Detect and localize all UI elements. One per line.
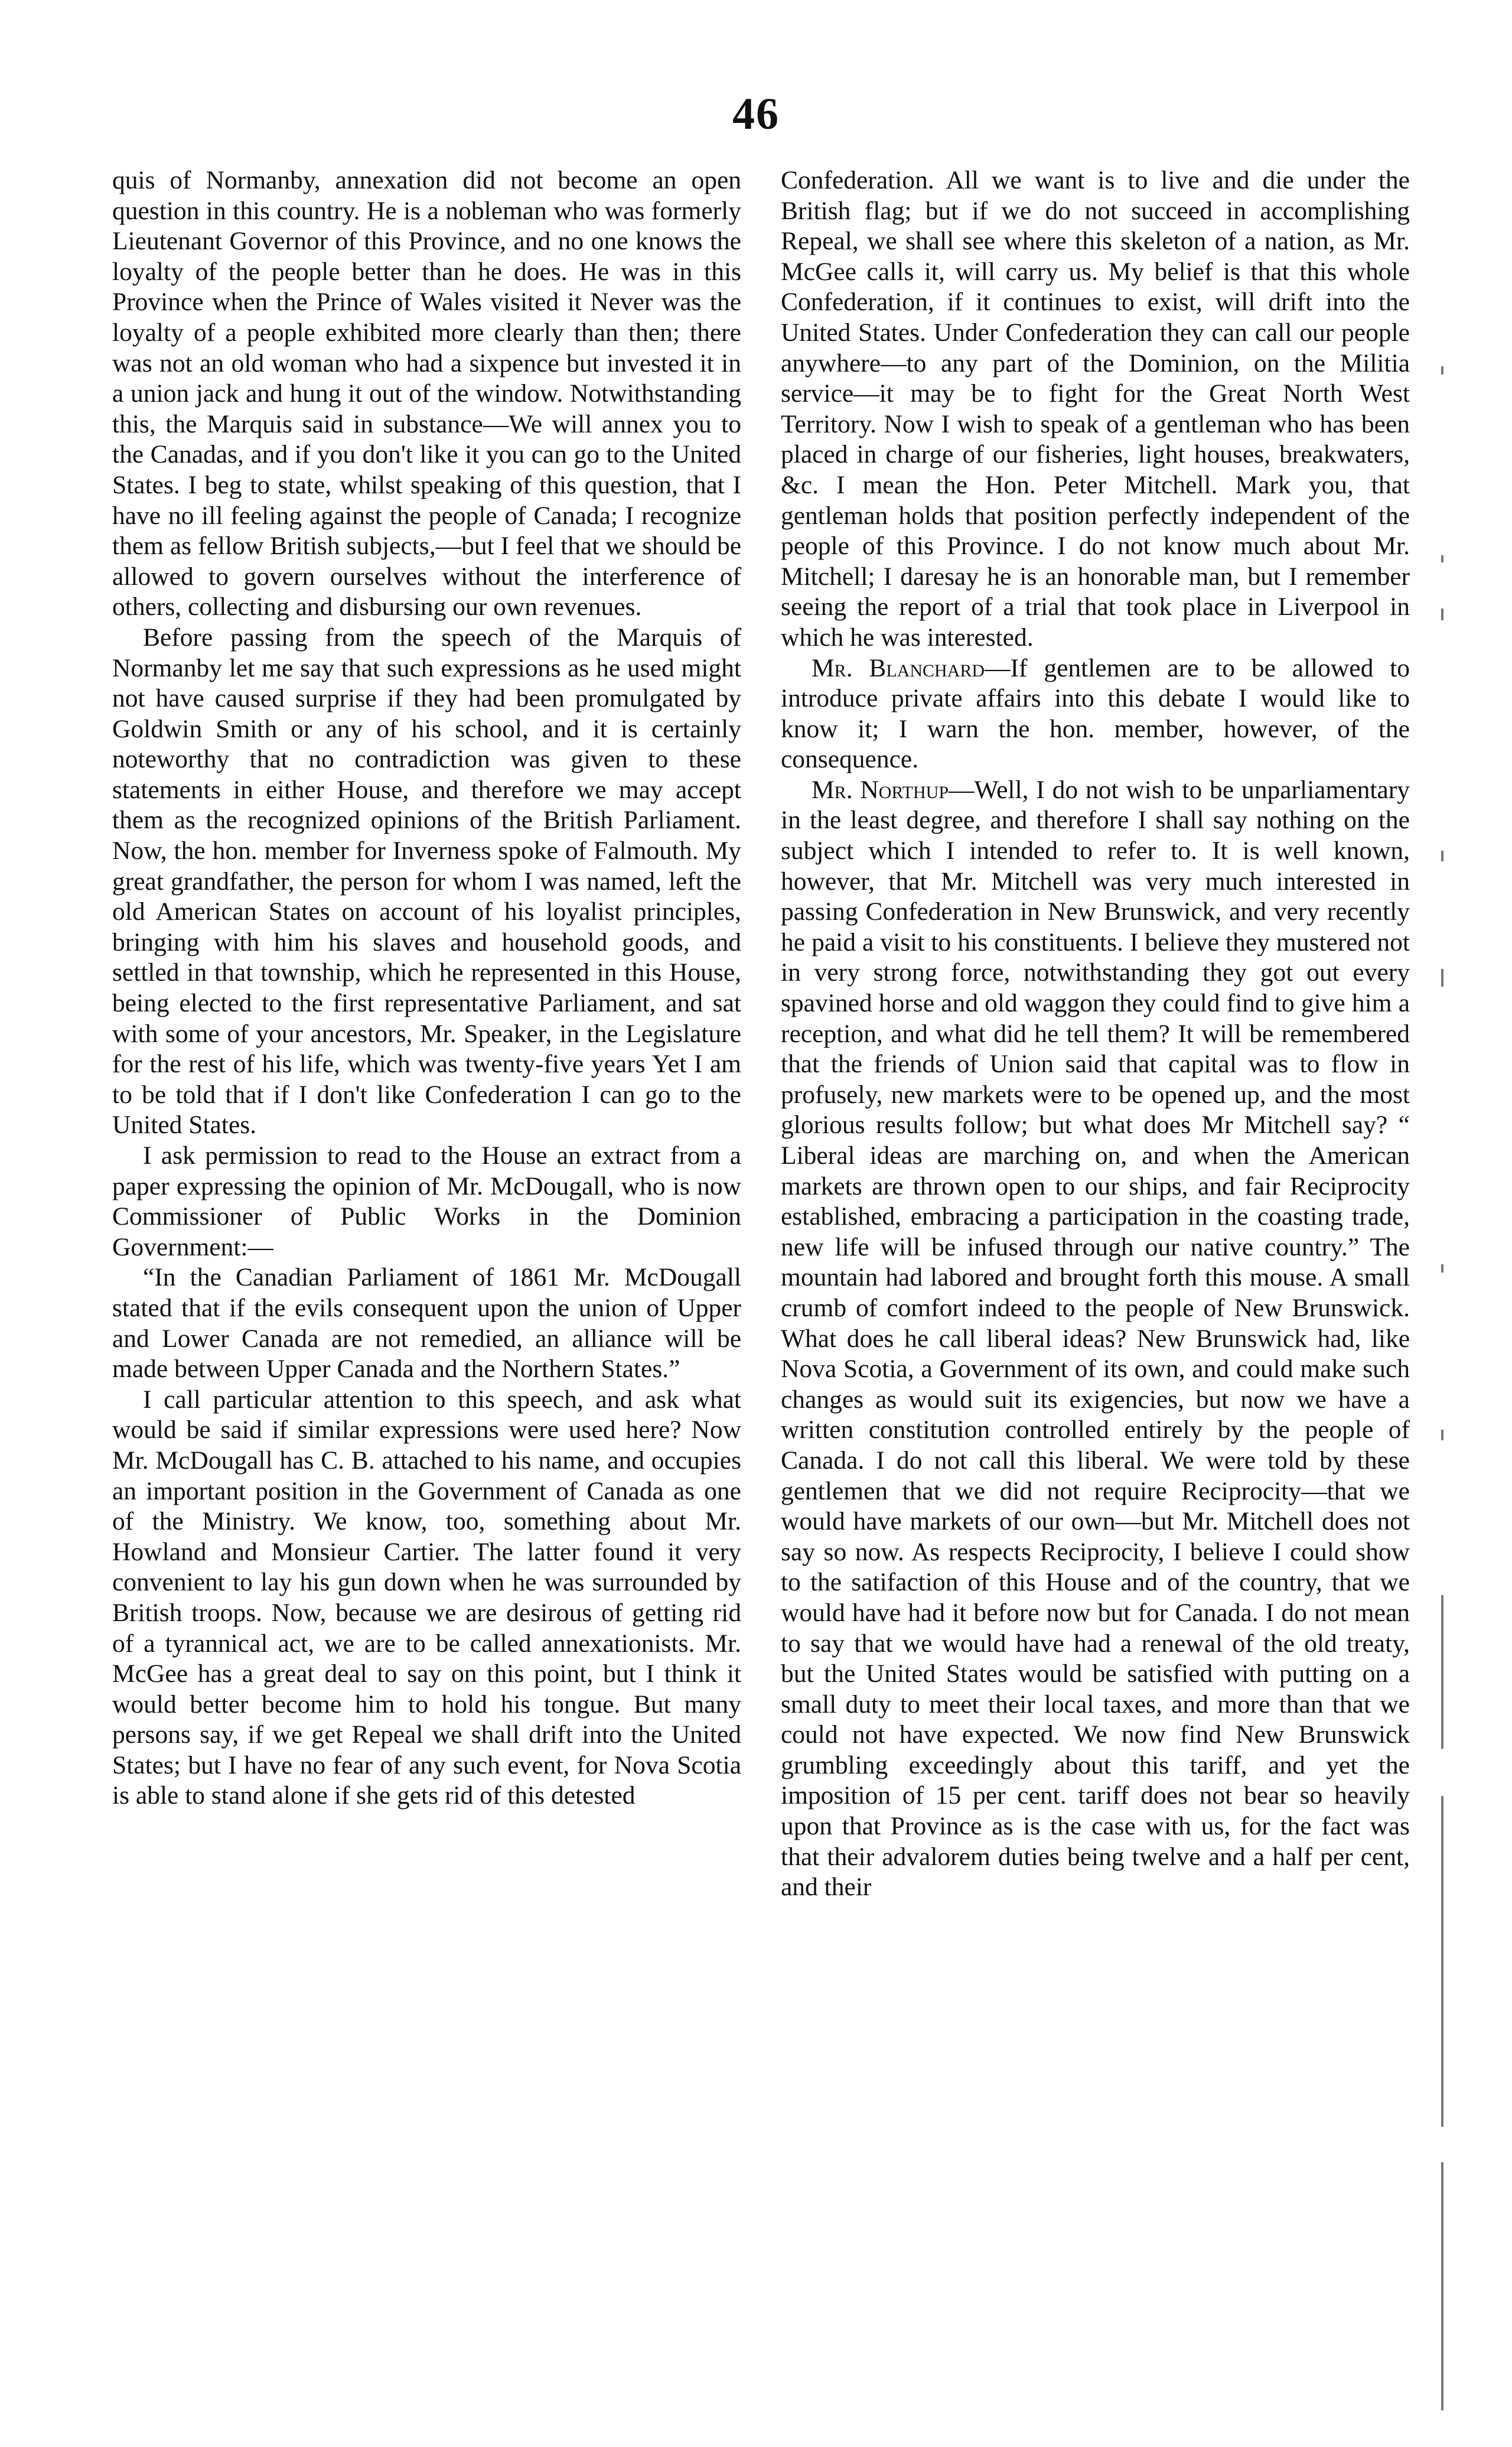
margin-mark — [1441, 2162, 1443, 2410]
speech-paragraph — [781, 653, 1410, 775]
margin-mark — [1441, 1430, 1443, 1440]
margin-mark — [1441, 366, 1443, 375]
margin-mark — [1441, 1595, 1443, 1749]
speaker-name: Mr. Blanchard — [812, 653, 985, 682]
paragraph: I ask permission to read to the House an extract from a paper expressing the opinion of Mr. McDougall, who is now Commissioner of Public Works in the Dominion Government:— — [112, 1141, 741, 1261]
quoted-extract: “In the Canadian Parliament of 1861 Mr. McDougall stated that if the evils consequent upon the union of Upper and Lower Canada are not remedied, an alliance will be made between Upper Canada and the Northern States.” — [112, 1263, 741, 1384]
scan-margin-marks — [1441, 354, 1477, 2422]
left-column — [112, 165, 741, 1811]
paragraph: I call particular attention to this speech, and ask what would be said if similar expressions were used here? Now Mr. McDougall has C. B. attached to his name, and occupies an important position in the Government of Canada as one of the Ministry. We know, too, something about Mr. Howland and Monsieur Cartier. The latter found it very convenient to lay his gun down when he was surrounded by British troops. Now, because we are desirous of getting rid of a tyrannical act, we are to be called annexationists. Mr. McGee has a great deal to say on this point, but I think it would better become him to hold his tongue. But many persons say, if we get Repeal we shall drift into the United States; but I have no fear of any such event, for Nova Scotia is able to stand alone if she gets rid of this detested — [112, 1385, 741, 1810]
paragraph: quis of Normanby, annexation did not become an open question in this country. He is a nobleman who was formerly Lieutenant Governor of this Province, and no one knows the loyalty of the people better than he does. He was in this Province when the Prince of Wales visited it Never was the loyalty of a people exhibited more clearly than then; there was not an old woman who had a sixpence but invested it in a union jack and hung it out of the window. Notwithstanding this, the Marquis said in substance—We will annex you to the Canadas, and if you don't like it you can go to the United States. I beg to state, whilst speaking of this question, that I have no ill feeling against the people of Canada; I recognize them as fellow British subjects,—but I feel that we should be allowed to govern ourselves without the interference of others, collecting and disbursing our own revenues. — [112, 166, 741, 621]
speech-text: —If gentlemen are to be allowed to introduce private affairs into this debate I would like to know it; I warn the hon. member, however, of the consequence. — [781, 653, 1410, 774]
margin-mark — [1441, 1796, 1443, 2127]
page-number: 46 — [732, 89, 780, 139]
margin-mark — [1441, 969, 1443, 987]
paragraph: Confederation. All we want is to live and die under the British flag; but if we do not succeed in accomplishing Repeal, we shall see where this skeleton of a nation, as Mr. McGee calls it, will carry us. My belief is that this whole Confederation, if it continues to exist, will drift into the United States. Under Confederation they can call our people anywhere—to any part of the Dominion, on the Militia service—it may be to fight for the Great North West Territory. Now I wish to speak of a gentleman who has been placed in charge of our fisheries, light houses, breakwaters, &c. I mean the Hon. Peter Mitchell. Mark you, that gentleman holds that position perfectly independent of the people of this Province. I do not know much about Mr. Mitchell; I daresay he is an honorable man, but I remember seeing the report of a trial that took place in Liverpool in which he was interested. — [781, 166, 1410, 652]
speech-paragraph — [781, 775, 1410, 1903]
margin-mark — [1441, 555, 1443, 562]
margin-mark — [1441, 851, 1443, 861]
margin-mark — [1441, 609, 1443, 620]
speaker-name: Mr. Northup — [812, 775, 949, 804]
speech-text: —Well, I do not wish to be unparliamentary in the least degree, and therefore I shall say nothing on the subject which I intended to refer to. It is well known, however, that Mr. Mitchell was very much interested in passing Confederation in New Brunswick, and very recently he paid a visit to his constituents. I believe they mustered not in very strong force, notwithstanding they got out every spavined horse and old waggon they could find to give him a reception, and what did he tell them? It will be remembered that the friends of Union said that capital was to flow in profusely, new markets were to be opened up, and the most glorious results follow; but what does Mr Mitchell say? “ Liberal ideas are marching on, and when the American markets are thrown open to our ships, and fair Reciprocity established, embracing a participation in the coasting trade, new life will be infused through our native country.” The mountain had labored and brought forth this mouse. A small crumb of comfort indeed to the people of New Brunswick. What does he call liberal ideas? New Brunswick had, like Nova Scotia, a Government of its own, and could make such changes as would suit its exigencies, but now we have a written constitution controlled entirely by the people of Canada. I do not call this liberal. We were told by these gentlemen that we did not require Reciprocity—that we would have markets of our own—but Mr. Mitchell does not say so now. As respects Reciprocity, I believe I could show to the satifaction of this House and of the country, that we would have had it before now but for Canada. I do not mean to say that we would have had a renewal of the old treaty, but the United States would be satisfied with putting on a small duty to meet their local taxes, and more than that we could not have expected. We now find New Brunswick grumbling exceedingly about this tariff, and yet the imposition of 15 per cent. tariff does not bear so heavily upon that Province as is the case with us, for the fact was that their advalorem duties being twelve and a half per cent, and their — [781, 775, 1410, 1902]
paragraph: Before passing from the speech of the Marquis of Normanby let me say that such expressions as he used might not have caused surprise if they had been promulgated by Goldwin Smith or any of his school, and it is certainly noteworthy that no contradiction was given to these statements in either House, and therefore we may accept them as the recognized opinions of the British Parliament. Now, the hon. member for Inverness spoke of Falmouth. My great grandfather, the person for whom I was named, left the old American States on account of his loyalist principles, bringing with him his slaves and household goods, and settled in that township, which he represented in this House, being elected to the first representative Parliament, and sat with some of your ancestors, Mr. Speaker, in the Legislature for the rest of his life, which was twenty-five years Yet I am to be told that if I don't like Confederation I can go to the United States. — [112, 623, 741, 1140]
right-column — [781, 165, 1410, 1903]
margin-mark — [1441, 1264, 1443, 1273]
